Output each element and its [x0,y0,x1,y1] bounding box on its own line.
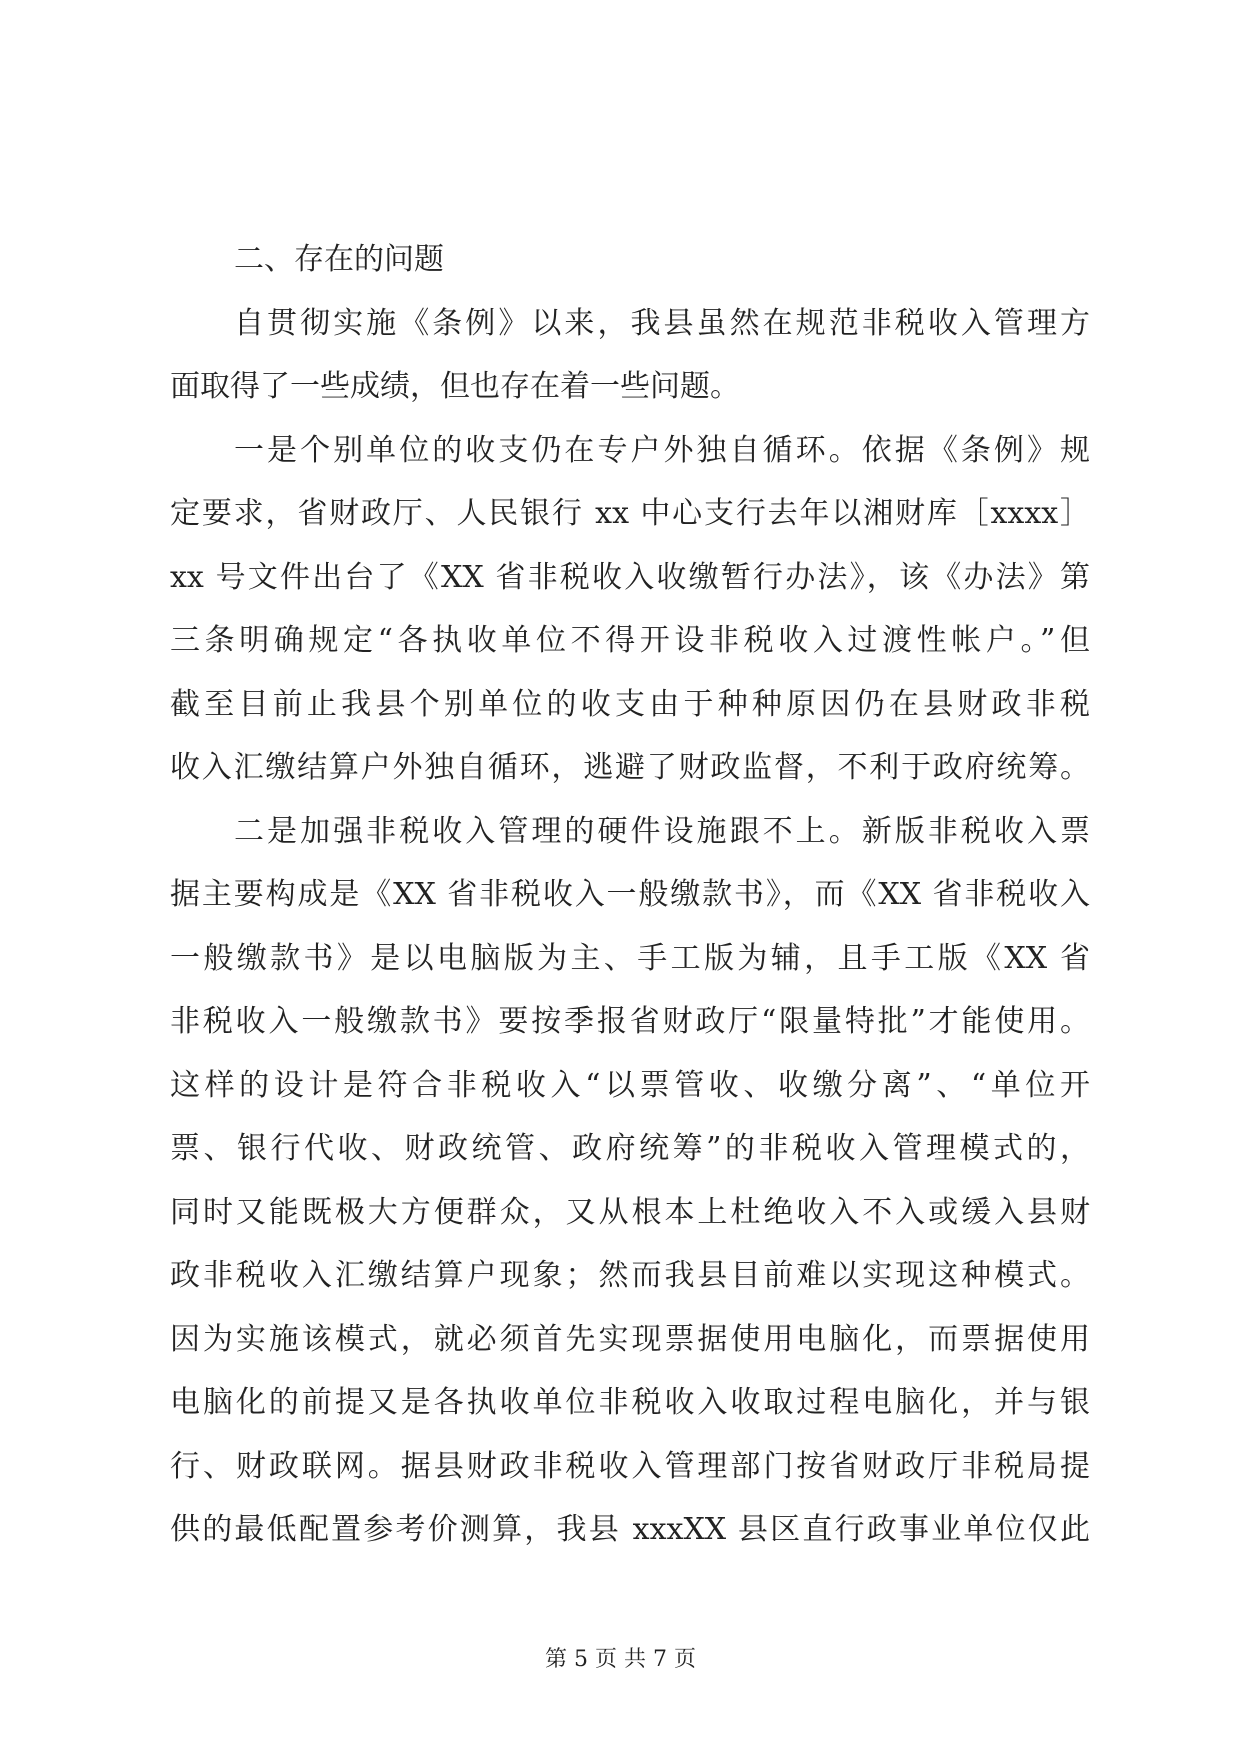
paragraph-line: 二是加强非税收入管理的硬件设施跟不上。新版非税收入票 [234,813,1090,849]
paragraph-line: 定要求，省财政厅、人民银行 xx 中心支行去年以湘财库［xxxx］ [170,496,1090,531]
section-heading: 二、存在的问题 [234,242,444,277]
paragraph-line: 票、银行代收、财政统管、政府统筹”的非税收入管理模式的， [170,1131,1090,1166]
paragraph-line: 一是个别单位的收支仍在专户外独自循环。依据《条例》规 [234,432,1090,468]
paragraph-line: 这样的设计是符合非税收入“以票管收、收缴分离”、“单位开 [170,1067,1090,1103]
paragraph-line: 同时又能既极大方便群众，又从根本上杜绝收入不入或缓入县财 [170,1194,1090,1230]
paragraph-line: 三条明确规定“各执收单位不得开设非税收入过渡性帐户。”但 [170,623,1090,658]
paragraph-line: 非税收入一般缴款书》要按季报省财政厅“限量特批”才能使用。 [170,1004,1090,1039]
paragraph-line: 电脑化的前提又是各执收单位非税收入收取过程电脑化，并与银 [170,1385,1090,1420]
page-number-footer: 第 5 页 共 7 页 [545,1647,696,1672]
paragraph-line: 供的最低配置参考价测算，我县 xxxXX 县区直行政事业单位仅此 [170,1512,1090,1547]
paragraph-line: 截至目前止我县个别单位的收支由于种种原因仍在县财政非税 [170,686,1090,722]
paragraph-line: 行、财政联网。据县财政非税收入管理部门按省财政厅非税局提 [170,1448,1090,1484]
document-body [170,228,1090,1562]
paragraph-line: 收入汇缴结算户外独自循环，逃避了财政监督，不利于政府统筹。 [170,750,1090,785]
paragraph-line: 政非税收入汇缴结算户现象；然而我县目前难以实现这种模式。 [170,1258,1090,1293]
paragraph-line: 面取得了一些成绩，但也存在着一些问题。 [170,369,740,404]
paragraph-line: 据主要构成是《XX 省非税收入一般缴款书》，而《XX 省非税收入 [170,877,1090,912]
paragraph-line: 自贯彻实施《条例》以来，我县虽然在规范非税收入管理方 [234,305,1090,341]
paragraph-line: 因为实施该模式，就必须首先实现票据使用电脑化，而票据使用 [170,1321,1090,1357]
paragraph-line: 一般缴款书》是以电脑版为主、手工版为辅，且手工版《XX 省 [170,940,1090,976]
paragraph-line: xx 号文件出台了《XX 省非税收入收缴暂行办法》，该《办法》第 [170,559,1090,595]
